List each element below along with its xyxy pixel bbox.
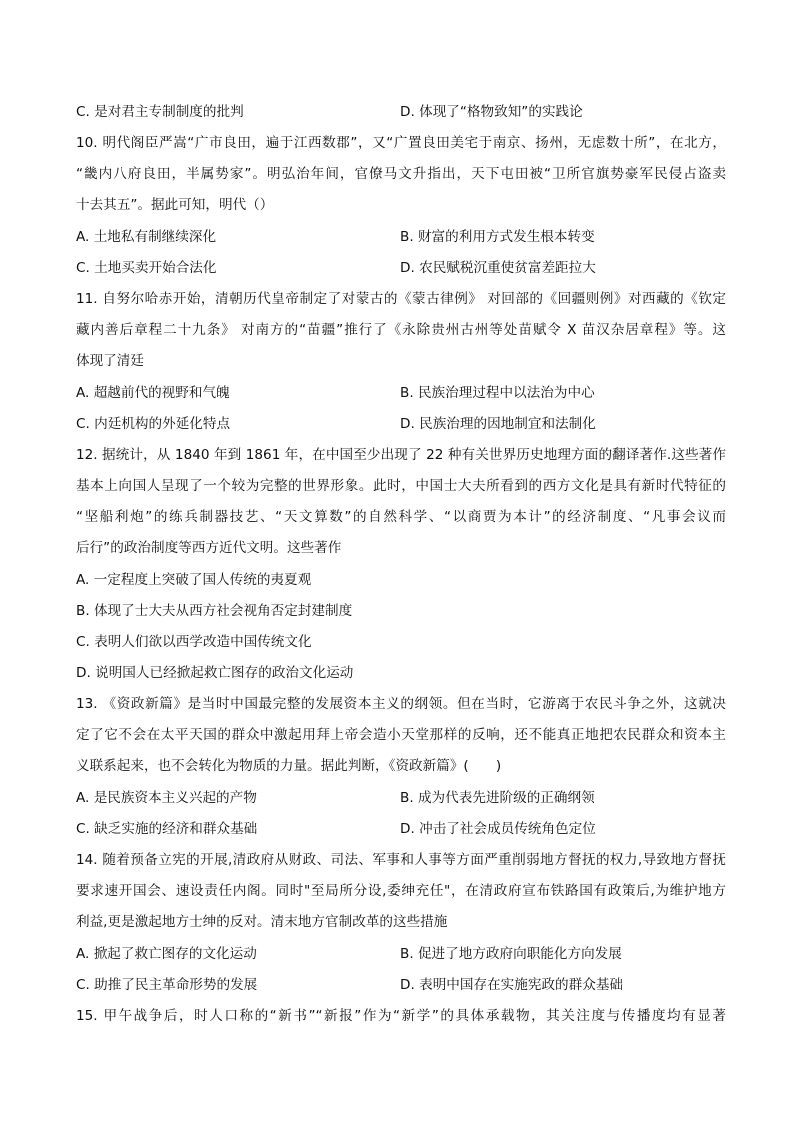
q12-option-a: A. 一定程度上突破了国人传统的夷夏观 (76, 572, 312, 588)
q14-option-c: C. 助推了民主革命形势的发展 (76, 977, 258, 993)
q13-option-a: A. 是民族资本主义兴起的产物 (76, 790, 257, 806)
q13-option-d: D. 冲击了社会成员传统角色定位 (400, 821, 596, 837)
q11-option-a: A. 超越前代的视野和气魄 (76, 385, 230, 401)
q10-option-d: D. 农民赋税沉重使贫富差距拉大 (400, 260, 596, 276)
q11-stem: 11. 自努尔哈赤开始，清朝历代皇帝制定了对蒙古的《蒙古律例》 对回部的《回疆则例》对西藏的《钦定 (76, 291, 726, 307)
option-c: C. 是对君主专制制度的批判 (76, 104, 244, 120)
q14-stem: 14. 随着预备立宪的开展,清政府从财政、司法、军事和人事等方面严重削弱地方督抚的权力,导致地方督抚 (76, 852, 726, 868)
q14-stem: 利益,更是激起地方士绅的反对。清末地方官制改革的这些措施 (76, 914, 448, 930)
q11-option-d: D. 民族治理的因地制宜和法制化 (400, 416, 596, 432)
q14-option-a: A. 掀起了救亡图存的文化运动 (76, 946, 257, 962)
q11-option-b: B. 民族治理过程中以法治为中心 (400, 385, 595, 401)
q12-option-c: C. 表明人们欲以西学改造中国传统文化 (76, 634, 312, 650)
q14-option-d: D. 表明中国存在实施宪政的群众基础 (400, 977, 624, 993)
q13-option-c: C. 缺乏实施的经济和群众基础 (76, 821, 258, 837)
q12-stem: “坚船利炮”的练兵制器技艺、“天文算数”的自然科学、“以商贾为本计”的经济制度、“凡事会议而 (76, 509, 726, 525)
q12-stem: 基本上向国人呈现了一个较为完整的世界形象。此时，中国士大夫所看到的西方文化是具有新时代特征的 (76, 478, 726, 494)
q10-option-a: A. 土地私有制继续深化 (76, 229, 217, 245)
q15-stem: 15. 甲午战争后，时人口称的“新书”“新报”作为“新学”的具体承载物，其关注度与传播度均有显著 (76, 1008, 726, 1024)
q10-option-b: B. 财富的利用方式发生根本转变 (400, 229, 595, 245)
q12-stem: 后行”的政治制度等西方近代文明。这些著作 (76, 540, 342, 556)
q11-stem: 藏内善后章程二十九条》 对南方的“苗疆”推行了《永除贵州古州等处苗赋令 X 苗汉杂居章程》等。这 (76, 322, 726, 338)
q11-option-c: C. 内廷机构的外延化特点 (76, 416, 231, 432)
option-d: D. 体现了“格物致知”的实践论 (400, 104, 583, 120)
q12-option-d: D. 说明国人已经掀起救亡图存的政治文化运动 (76, 665, 354, 681)
q14-stem: 要求速开国会、速设责任内阁。同时"至局所分设,委绅充任"，在清政府宣布铁路国有政策后,为维护地方 (76, 883, 726, 899)
q10-stem: 10. 明代阁臣严嵩“广市良田，遍于江西数郡”，又“广置良田美宅于南京、扬州，无虑数十所”，在北方， (76, 135, 726, 151)
q12-stem: 12. 据统计，从 1840 年到 1861 年，在中国至少出现了 22 种有关世界历史地理方面的翻译著作.这些著作 (76, 447, 726, 463)
q13-stem: 13. 《资政新篇》是当时中国最完整的发展资本主义的纲领。但在当时，它游离于农民斗争之外，这就决 (76, 696, 726, 712)
q11-stem: 体现了清廷 (76, 353, 144, 369)
q14-option-b: B. 促进了地方政府向职能化方向发展 (400, 946, 622, 962)
q10-option-c: C. 土地买卖开始合法化 (76, 260, 217, 276)
q13-stem: 定了它不会在太平天国的群众中激起用拜上帝会造小天堂那样的反响，还不能真正地把农民群众和资本主 (76, 727, 726, 743)
q13-stem: 义联系起来，也不会转化为物质的力量。据此判断，《资政新篇》( ) (76, 758, 502, 774)
q13-option-b: B. 成为代表先进阶级的正确纲领 (400, 790, 595, 806)
q10-stem: 十去其五”。据此可知，明代（） (76, 197, 274, 213)
q10-stem: “畿内八府良田，半属势家”。明弘治年间，官僚马文升指出，天下屯田被“卫所官旗势豪军民侵占盗卖 (76, 166, 726, 182)
q12-option-b: B. 体现了士大夫从西方社会视角否定封建制度 (76, 603, 353, 619)
